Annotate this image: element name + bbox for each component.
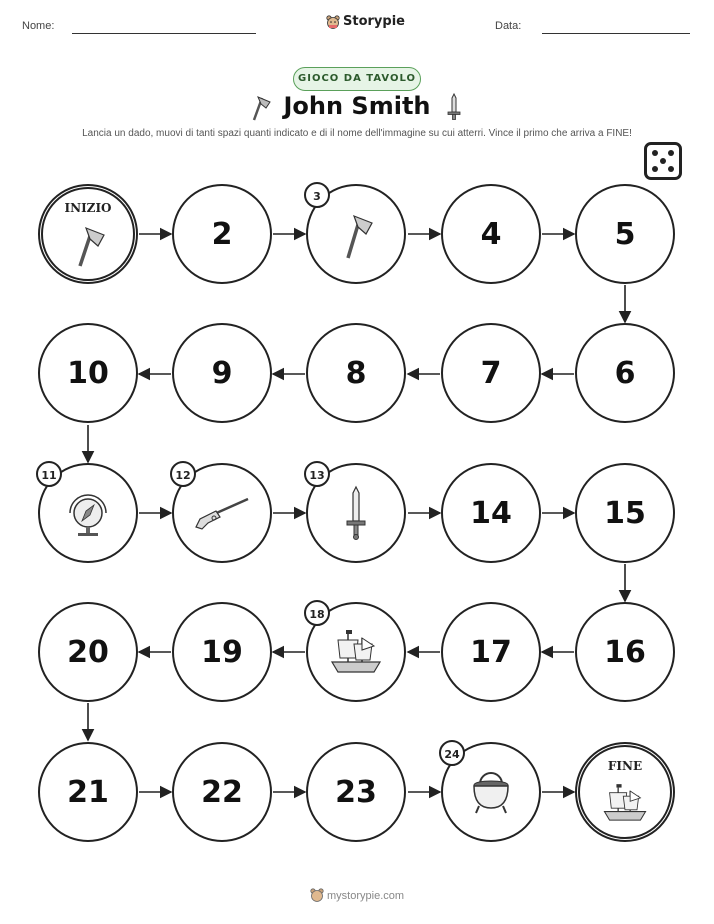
space-15: 15: [575, 463, 675, 563]
name-label: Nome:: [22, 20, 55, 32]
space-number-badge: 24: [439, 740, 465, 766]
page-title: John Smith: [283, 92, 431, 120]
space-number-badge: 11: [36, 461, 62, 487]
space-number-badge: 12: [170, 461, 196, 487]
start-label: INIZIO: [64, 201, 112, 215]
cauldron-icon: [466, 768, 516, 816]
end-label: FINE: [607, 759, 643, 773]
space-22: 22: [172, 742, 272, 842]
space-9: 9: [172, 323, 272, 423]
footer-url[interactable]: mystorypie.com: [327, 890, 405, 902]
space-3: [306, 184, 406, 284]
space-end: [575, 742, 675, 842]
space-24: [441, 742, 541, 842]
space-20: 20: [38, 602, 138, 702]
space-start: [38, 184, 138, 284]
space-number-badge: 13: [304, 461, 330, 487]
sword-icon: [344, 485, 368, 541]
game-type-badge: GIOCO DA TAVOLO: [293, 67, 421, 91]
bear-icon: [310, 888, 324, 902]
space-8: 8: [306, 323, 406, 423]
space-6: 6: [575, 323, 675, 423]
brand-name: Storypie: [343, 14, 405, 29]
instructions: Lancia un dado, muovi di tanti spazi quanti indicato e di il nome dell'immagine su cui atterri. Vince il primo che arriva a FINE!: [82, 128, 632, 139]
space-number-badge: 18: [304, 600, 330, 626]
footer: [0, 888, 714, 902]
date-label: Data:: [495, 20, 522, 32]
ship-icon: [601, 782, 649, 824]
space-11: [38, 463, 138, 563]
space-18: [306, 602, 406, 702]
space-13: [306, 463, 406, 563]
space-7: 7: [441, 323, 541, 423]
compass-icon: [62, 487, 114, 539]
space-10: 10: [38, 323, 138, 423]
axe-icon: [334, 206, 378, 262]
space-19: 19: [172, 602, 272, 702]
space-16: 16: [575, 602, 675, 702]
musket-icon: [192, 493, 252, 533]
space-21: 21: [38, 742, 138, 842]
space-4: 4: [441, 184, 541, 284]
axe-icon: [66, 220, 110, 270]
ship-icon: [328, 628, 384, 676]
space-number-badge: 3: [304, 182, 330, 208]
space-5: 5: [575, 184, 675, 284]
space-12: [172, 463, 272, 563]
space-14: 14: [441, 463, 541, 563]
space-17: 17: [441, 602, 541, 702]
space-23: 23: [306, 742, 406, 842]
space-2: 2: [172, 184, 272, 284]
